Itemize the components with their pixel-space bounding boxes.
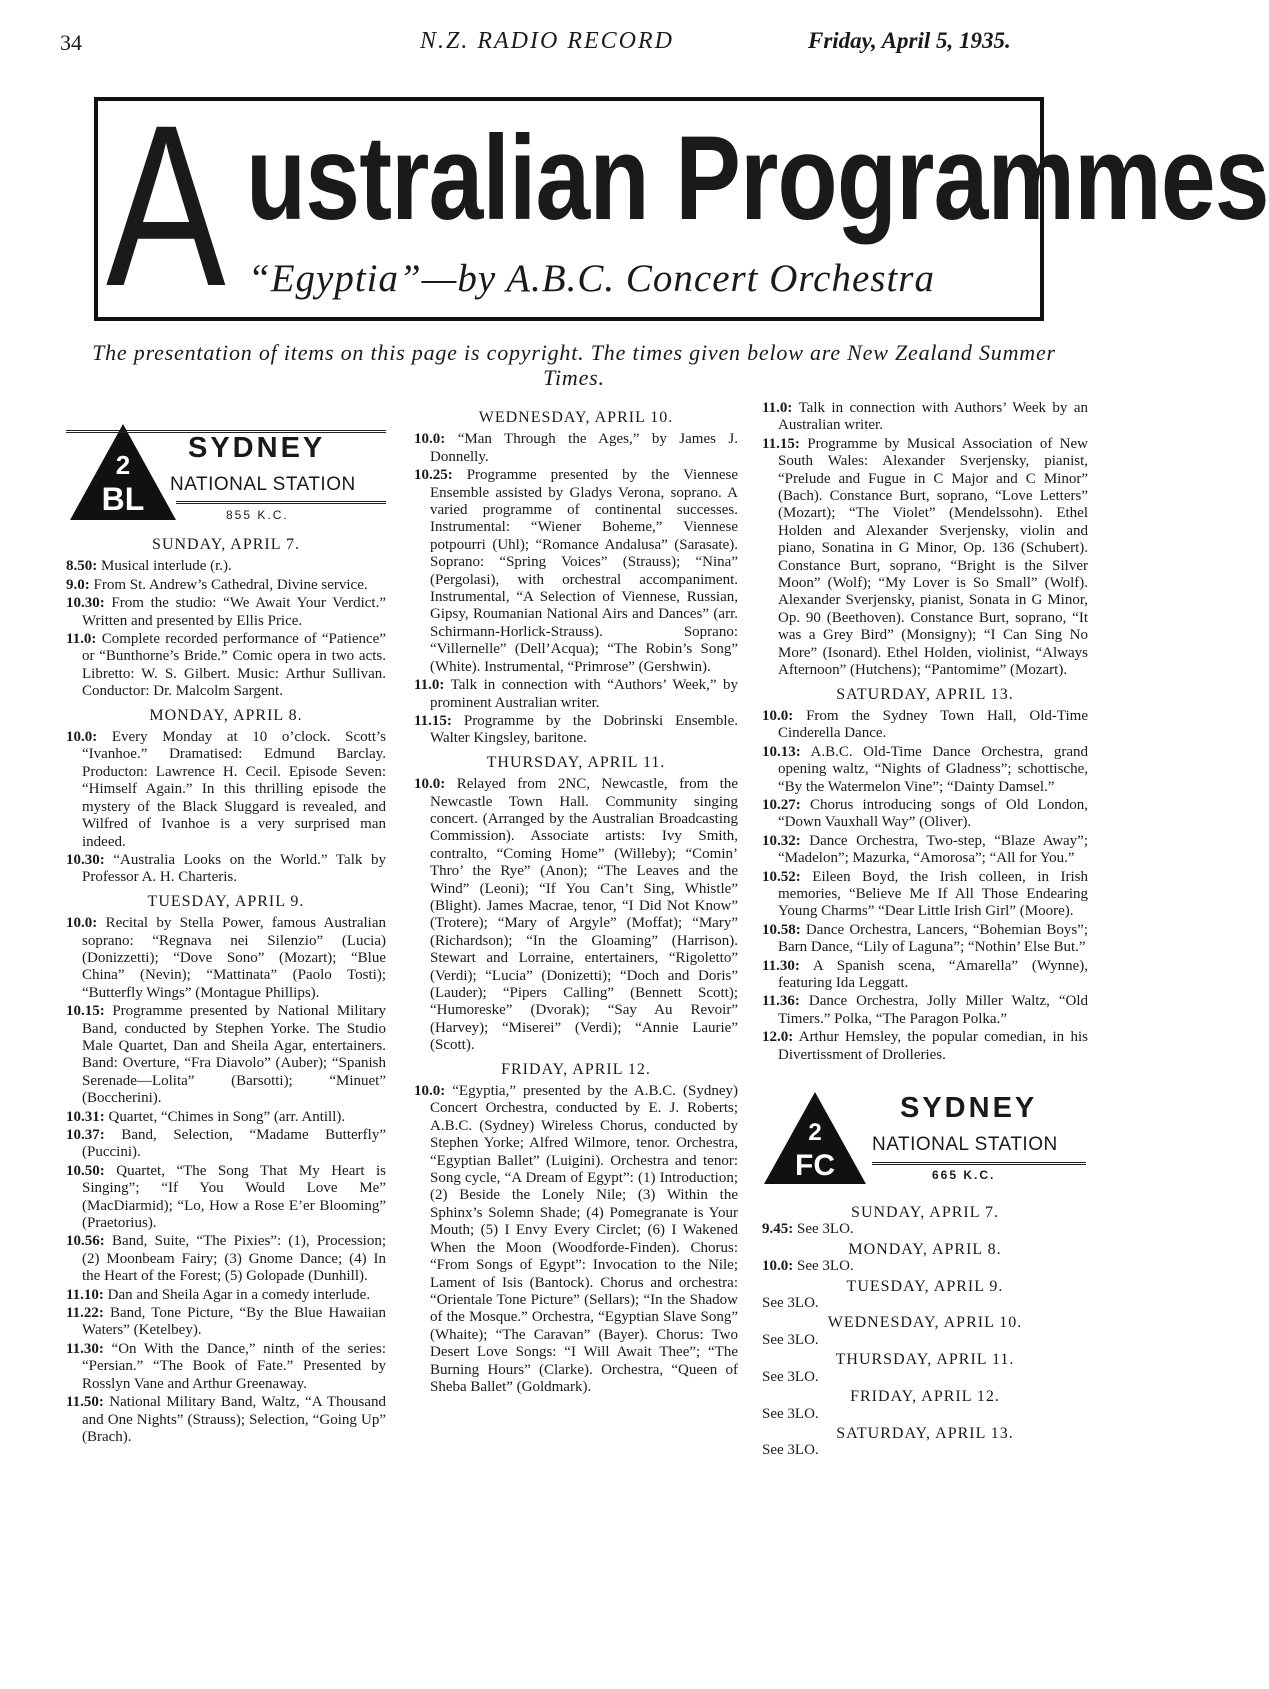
entry-text: A.B.C. Old-Time Dance Orchestra, grand opening waltz, “Nights of Gladness”; schottische, “By the Watermelon Vine”; “Dainty Damsel.” — [778, 743, 1088, 795]
page-number: 34 — [60, 30, 82, 55]
entry-text: Programme by Musical Association of New South Wales: Alexander Sverjensky, pianist, “Prelude and Fugue in C Major and C Minor” (Bach). Constance Burt, soprano, “Love Letters” (Mozart); “The Violet” (Mendelssohn). Ethel Holden and Alexander Sverjensky, violin and piano, Sonatina in G Minor, Op. 136 (Schubert). Constance Burt, soprano, “Bright is the Silver Moon” (Wolf); “My Lover is So Small” (Wolf). Alexander Sverjensky, pianist, Sonata in G Minor, Op. 90 (Beethoven). Constance Burt, soprano, “It was a Grey Bird” (Monsigny); “I Can Sing No More” (Isonard). Ethel Holden, violinist, “Always Afternoon” (Hutchens); “Pantomime” (Mozart). — [778, 435, 1089, 679]
page-title: ustralian Programmes — [246, 111, 1269, 245]
entry-text: Complete recorded performance of “Patience” or “Bunthorne’s Bride.” Comic opera in two acts. Libretto: W. S. Gilbert. Music: Arthur Sullivan. Conductor: Dr. Malcolm Sargent. — [82, 631, 386, 700]
entry-text: Talk in connection with Authors’ Week by an Australian writer. — [778, 400, 1088, 434]
station-2fc-frequency: 665 K.C. — [932, 1168, 996, 1183]
station-2fc-sub: NATIONAL STATION — [872, 1134, 1058, 1156]
entry-time: 10.37: — [66, 1127, 105, 1143]
programme-entry — [66, 1109, 386, 1126]
entry-text: “On With the Dance,” ninth of the series: “Persian.” “The Book of Fate.” Presented by Rosslyn Vane and Arthur Greenaway. — [82, 1340, 386, 1392]
logo-2fc-top: 2 — [808, 1119, 822, 1147]
entry-text: Relayed from 2NC, Newcastle, from the Newcastle Town Hall. Community singing concert. (Arranged by the Australian Broadcasting Commission). Associate artists: Ivy Smith, contralto, “Coming Home” (Willeby); “Comin’ Thro’ the Rye” (Anon); “The Leaves and the Wind” (Leoni); “If You Can’t Sing, Whistle” (Blight). James Macrae, tenor, “I Did Not Know” (Trotere); “Mary of Argyle” (Moffat); “Mary” (Richardson); “In the Gloaming” (Harrison). Stewart and Lorraine, entertainers, “Rigoletto” (Verdi); “Lucia” (Donizetti); “Doch and Doris” (Lauder); “Pipers Calling” (Bennett Scott); “Humoreske” (Dvorak); “Say Au Revoir” (Harvey); “Miserei” (Verdi); “Annie Laurie” (Scott). — [430, 776, 739, 1054]
station-2bl-name: SYDNEY — [188, 432, 326, 464]
programme-entry — [66, 1341, 386, 1393]
day-heading: FRIDAY, APRIL 12. — [501, 1060, 651, 1078]
programme-entry — [762, 1029, 1088, 1064]
programme-entry — [762, 1221, 1088, 1238]
programme-entry — [414, 677, 738, 712]
programme-entry — [66, 1287, 386, 1304]
entry-time: 11.22: — [66, 1305, 104, 1322]
entry-text: Band, Tone Picture, “By the Blue Hawaiian Waters” (Ketelbey). — [82, 1305, 386, 1339]
column-1 — [66, 422, 386, 1447]
entry-time: 10.0: — [414, 1083, 446, 1100]
entry-text: See 3LO. — [762, 1331, 819, 1348]
entry-text: From the studio: “We Await Your Verdict.” Written and presented by Ellis Price. — [82, 595, 387, 629]
entry-time: 10.27: — [762, 796, 801, 813]
programme-entry — [762, 1442, 1088, 1459]
entry-time: 11.10: — [66, 1286, 104, 1303]
entry-time: 10.30: — [66, 851, 105, 868]
entry-time: 10.31: — [66, 1108, 105, 1125]
column-2 — [414, 403, 738, 1397]
entry-text: Programme presented by the Viennese Ensemble assisted by Gladys Verona, soprano. A varied programme of continental successes. Instrumental: “Wiener Boheme,” Viennese potpourri (Uhl); “Romance Andalusa” (Sarasate). Soprano: “Spring Voices” (Strauss); “Nina” (Pergolasi), with orchestral accompaniment. Instrumental, “A Selection of Viennese, Russian, Gipsy, Roumanian National Airs and Dances” (arr. Schirmann-Horlick-Strauss). Soprano: “Villernelle” (Dell’Acqua); “The Robin’s Song” (White). Instrumental, “Primrose” (Gershwin). — [430, 467, 739, 675]
column-3 — [762, 400, 1088, 1462]
entry-text: See 3LO. — [762, 1368, 819, 1385]
day-heading: MONDAY, APRIL 8. — [848, 1240, 1002, 1258]
programme-entry — [66, 1394, 386, 1446]
day-heading: SATURDAY, APRIL 13. — [836, 1424, 1014, 1442]
day-heading: WEDNESDAY, APRIL 10. — [827, 1314, 1023, 1332]
entry-text: See 3LO. — [762, 1442, 819, 1459]
entry-text: Dan and Sheila Agar in a comedy interlude. — [107, 1286, 371, 1303]
day-heading: WEDNESDAY, APRIL 10. — [478, 409, 674, 426]
day-heading: FRIDAY, APRIL 12. — [850, 1388, 1000, 1406]
entry-time: 11.15: — [414, 712, 452, 729]
programme-entry — [66, 729, 386, 851]
programme-entry — [66, 852, 386, 887]
entry-time: 8.50: — [66, 558, 98, 575]
entry-text: A Spanish scena, “Amarella” (Wynne), featuring Ida Leggatt. — [778, 957, 1088, 991]
station-2fc-name: SYDNEY — [900, 1092, 1038, 1125]
entry-time: 10.58: — [762, 921, 801, 938]
programme-entry — [414, 1083, 738, 1396]
entry-text: Quartet, “The Song That My Heart is Singing”; “If You Would Love Me” (MacDiarmid); “Lo, How a Rose E’er Blooming” (Praetorius). — [82, 1162, 387, 1232]
day-heading: THURSDAY, APRIL 11. — [835, 1351, 1015, 1369]
entry-time: 9.45: — [762, 1221, 794, 1238]
programme-entry — [762, 400, 1088, 435]
entry-time: 10.50: — [66, 1162, 105, 1179]
entry-time: 11.0: — [414, 677, 445, 694]
programme-entry — [66, 558, 386, 575]
entry-time: 10.32: — [762, 832, 801, 849]
title-banner — [94, 77, 1269, 334]
entry-text: Dance Orchestra, Jolly Miller Waltz, “Old Timers.” Polka, “The Paragon Polka.” — [778, 993, 1088, 1027]
copyright-notice: The presentation of items on this page is copyright. The times given below are New Zealand Summer Times. — [92, 340, 1056, 390]
programme-entry — [66, 595, 386, 630]
programme-entry — [762, 833, 1088, 868]
programme-entry — [762, 1369, 1088, 1386]
entry-time: 11.30: — [762, 957, 800, 974]
entry-time: 11.50: — [66, 1394, 104, 1411]
entry-time: 9.0: — [66, 576, 90, 593]
day-heading: SUNDAY, APRIL 7. — [152, 536, 300, 553]
programme-entry — [414, 431, 738, 466]
entry-text: See 3LO. — [762, 1295, 819, 1312]
station-2bl-logo — [68, 422, 178, 522]
entry-text: Chorus introducing songs of Old London, “Down Vauxhall Way” (Oliver). — [778, 796, 1089, 831]
station-2bl-sub: NATIONAL STATION — [170, 474, 356, 495]
entry-text: Recital by Stella Power, famous Australian soprano: “Regnava nei Silenzio” (Lucia) (Donizzetti); “Dove Sono” (Mozart); “Blue China” (Nevin); “Mattinata” (Paolo Tosti); “Butterfly Wings” (Montague Phillips). — [82, 915, 387, 1001]
station-2bl-frequency: 855 K.C. — [226, 508, 289, 522]
entry-time: 10.0: — [762, 1258, 794, 1275]
programme-entry — [414, 776, 738, 1055]
publication-title: N.Z. RADIO RECORD — [420, 28, 674, 54]
station-2bl-header — [66, 422, 386, 530]
entry-time: 10.13: — [762, 743, 801, 760]
logo-2bl-top: 2 — [115, 450, 131, 480]
entry-text: See 3LO. — [797, 1258, 854, 1275]
day-heading: TUESDAY, APRIL 9. — [147, 892, 305, 910]
logo-2fc-bottom: FC — [795, 1149, 835, 1183]
station-2fc-logo — [762, 1090, 868, 1186]
entry-text: Quartet, “Chimes in Song” (arr. Antill). — [108, 1108, 346, 1125]
programme-entry — [66, 1003, 386, 1107]
programme-entry — [762, 869, 1088, 921]
entry-text: From the Sydney Town Hall, Old-Time Cinderella Dance. — [778, 707, 1088, 742]
programme-entry — [414, 713, 738, 748]
programme-entry — [66, 1305, 386, 1340]
programme-entry — [762, 1332, 1088, 1349]
entry-time: 10.52: — [762, 868, 801, 885]
programme-entry — [762, 922, 1088, 957]
issue-date: Friday, April 5, 1935. — [808, 28, 1011, 53]
station-rule-bottom — [872, 1162, 1086, 1165]
entry-time: 10.0: — [66, 729, 98, 746]
entry-text: Arthur Hemsley, the popular comedian, in his Divertissment of Drolleries. — [778, 1029, 1088, 1063]
day-heading: TUESDAY, APRIL 9. — [846, 1277, 1004, 1295]
entry-text: See 3LO. — [762, 1405, 819, 1422]
entry-time: 11.30: — [66, 1340, 104, 1357]
entry-time: 10.25: — [414, 467, 453, 484]
entry-text: Band, Suite, “The Pixies”: (1), Procession; (2) Moonbeam Fairy; (3) Gnome Dance; (4) In the Heart of the Forest; (5) Golopade (Dunhill). — [82, 1233, 386, 1285]
station-rule-bottom — [176, 501, 386, 504]
page-subtitle: “Egyptia”—by A.B.C. Concert Orchestra — [248, 257, 935, 300]
entry-time: 10.0: — [414, 776, 446, 793]
entry-text: Dance Orchestra, Lancers, “Bohemian Boys”; Barn Dance, “Lily of Laguna”; “Nothin’ Else But.” — [778, 921, 1088, 956]
entry-text: National Military Band, Waltz, “A Thousand and One Nights” (Strauss); Selection, “Going Up” (Brach). — [82, 1394, 387, 1445]
programme-entry — [66, 1127, 386, 1162]
entry-text: “Egyptia,” presented by the A.B.C. (Sydney) Concert Orchestra, conducted by E. J. Roberts; A.B.C. (Sydney) Wireless Chorus, conducted by Stephen Yorke; Alfred Wilmore, tenor. Orchestra, “Egyptian Ballet” (Luigini). Orchestra and tenor: Song cycle, “A Dream of Egypt”: (1) Introduction; (2) Beside the Lonely Nile; (3) Within the Sphinx’s Solemn Shade; (4) Pomegranate is Your Mouth; (5) I Envy Every Circlet; (6) I Wakened When the Moon (Woodforde-Finden). Chorus: “From Songs of Egypt”: Invocation to the Nile; Lament of Isis (Bantock). Chorus and orchestra: “Orientale Tone Picture” (Sellars); “In the Shadow of the Mosque.” Orchestra, “Egyptian Slave Song” (Whaite); “The Caravan” (Bayer). Chorus: Two Desert Love Songs: “I Will Await Thee”; “The Burning Hours” (Clarke). Orchestra, “Queen of Sheba Ballet” (Goldmark). — [430, 1083, 738, 1395]
station-2fc-header — [762, 1090, 1088, 1198]
entry-time: 11.0: — [66, 631, 97, 648]
entry-text: See 3LO. — [797, 1221, 854, 1238]
logo-2bl-bottom: BL — [101, 481, 145, 517]
day-heading: SATURDAY, APRIL 13. — [836, 685, 1014, 703]
entry-time: 10.30: — [66, 595, 105, 612]
programme-entry — [762, 436, 1088, 680]
programme-entry — [762, 708, 1088, 743]
entry-text: Talk in connection with “Authors’ Week,” by prominent Australian writer. — [430, 677, 738, 711]
programme-entry — [762, 993, 1088, 1028]
entry-time: 11.0: — [762, 400, 793, 416]
programme-entry — [762, 744, 1088, 796]
entry-time: 10.0: — [414, 431, 446, 448]
programme-entry — [762, 1406, 1088, 1423]
programme-entry — [762, 1258, 1088, 1275]
entry-text: Eileen Boyd, the Irish colleen, in Irish memories, “Believe Me If All Those Endearing Young Charms” “Dear Little Irish Girl” (Moore). — [778, 868, 1089, 920]
entry-text: Band, Selection, “Madame Butterfly” (Puccini). — [82, 1127, 386, 1161]
entry-time: 10.15: — [66, 1003, 105, 1020]
entry-text: “Australia Looks on the World.” Talk by Professor A. H. Charteris. — [82, 851, 386, 886]
entry-text: “Man Through the Ages,” by James J. Donnelly. — [430, 431, 738, 465]
entry-text: Musical interlude (r.). — [101, 558, 232, 575]
day-heading: SUNDAY, APRIL 7. — [851, 1204, 999, 1222]
entry-time: 10.56: — [66, 1233, 105, 1250]
entry-text: From St. Andrew’s Cathedral, Divine service. — [93, 576, 368, 593]
title-initial-letter: A — [106, 77, 226, 334]
entry-text: Every Monday at 10 o’clock. Scott’s “Ivanhoe.” Dramatised: Edmund Barclay. Producton: Lawrence H. Cecil. Episode Seven: “Himself Again.” In this thrilling episode the mystery of the Black Sluggard is revealed, and Wilfred of Ivanhoe is a very surprised man indeed. — [82, 729, 386, 850]
entry-time: 10.0: — [762, 707, 794, 724]
entry-time: 12.0: — [762, 1029, 794, 1046]
programme-entry — [762, 958, 1088, 993]
entry-time: 10.0: — [66, 915, 98, 932]
programme-entry — [762, 1295, 1088, 1312]
entry-text: Dance Orchestra, Two-step, “Blaze Away”; “Madelon”; Mazurka, “Amorosa”; “All for You.” — [778, 832, 1089, 867]
programme-entry — [66, 1233, 386, 1285]
day-heading: THURSDAY, APRIL 11. — [486, 753, 666, 771]
programme-entry — [66, 915, 386, 1002]
entry-text: Programme presented by National Military Band, conducted by Stephen Yorke. The Studio Male Quartet, Dan and Sheila Agar, entertainers. Band: Overture, “Fra Diavolo” (Auber); “Spanish Serenade—Lolita” (Barsotti); “Minuet” (Boccherini). — [82, 1003, 386, 1107]
programme-entry — [414, 467, 738, 676]
entry-time: 11.15: — [762, 435, 800, 452]
day-heading: MONDAY, APRIL 8. — [149, 706, 303, 724]
programme-entry — [66, 1163, 386, 1233]
entry-time: 11.36: — [762, 993, 800, 1010]
programme-entry — [66, 631, 386, 701]
programme-entry — [762, 797, 1088, 832]
programme-entry — [66, 577, 386, 594]
entry-text: Programme by the Dobrinski Ensemble. Walter Kingsley, baritone. — [430, 712, 739, 747]
